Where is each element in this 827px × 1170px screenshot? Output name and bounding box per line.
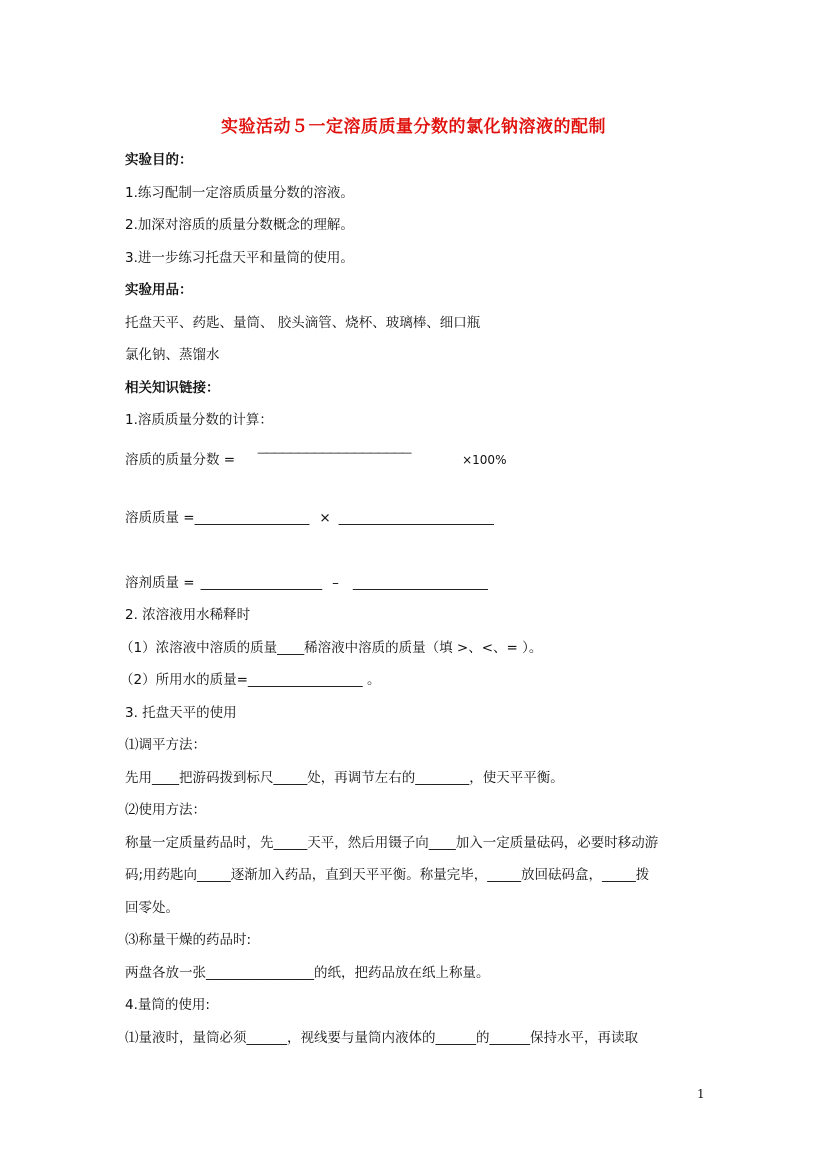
document-title: 实验活动５一定溶质质量分数的氯化钠溶液的配制: [221, 117, 606, 137]
balance-title: 3. 托盘天平的使用: [125, 705, 237, 721]
formula-2-blank-1: _________________: [194, 510, 310, 526]
balance-dry-title: ⑶称量干燥的药品时:: [125, 932, 252, 948]
purpose-heading: 实验目的：: [125, 152, 193, 168]
purpose-item-1: 1.练习配制一定溶质质量分数的溶液。: [125, 185, 354, 201]
formula-2-blank-2: _______________________: [338, 510, 494, 526]
dilution-title: 2. 浓溶液用水稀释时: [125, 607, 251, 623]
page-number: 1: [697, 1087, 705, 1101]
formula-1-fraction-line: ———————————————————: [257, 446, 410, 459]
formula-3-blank-2: ____________________: [352, 575, 488, 591]
balance-adjust-text: 先用____把游码拨到标尺_____处，再调节左右的________，使天平平衡。: [125, 770, 564, 786]
formula-3-left: 溶剂质量 =: [125, 575, 195, 591]
formula-mass-fraction: [125, 444, 506, 469]
formula-2-operator: ×: [319, 510, 331, 526]
dilution-question-1: （1）浓溶液中溶质的质量____稀溶液中溶质的质量（填 >、<、= ）。: [120, 640, 543, 656]
formula-3-operator: –: [332, 575, 339, 591]
cylinder-text: ⑴量液时，量筒必须______，视线要与量筒内液体的______的______保持水平，再读取: [125, 1030, 638, 1046]
formula-2-left: 溶质质量 =: [125, 510, 195, 526]
balance-use-line-1: 称量一定质量药品时，先_____天平，然后用镊子向____加入一定质量砝码，必要时移动游: [125, 835, 659, 851]
purpose-item-2: 2.加深对溶质的质量分数概念的理解。: [125, 217, 354, 233]
knowledge-heading: 相关知识链接：: [125, 380, 220, 396]
formula-solvent-mass: [125, 574, 488, 592]
dilution-question-2: （2）所用水的质量=_________________ 。: [120, 672, 381, 688]
balance-use-line-2: 码;用药匙向_____逐渐加入药品，直到天平平衡。称量完毕，_____放回砝码盒，_____拨: [125, 867, 650, 883]
materials-line-2: 氯化钠、蒸馏水: [125, 347, 220, 363]
formula-1-right: ×100%: [462, 453, 507, 467]
balance-use-title: ⑵使用方法：: [125, 802, 206, 818]
formula-1-left: 溶质的质量分数 =: [125, 452, 236, 468]
purpose-item-3: 3.进一步练习托盘天平和量筒的使用。: [125, 250, 354, 266]
balance-adjust-title: ⑴调平方法：: [125, 737, 206, 753]
cylinder-title: 4.量筒的使用:: [125, 997, 210, 1013]
calc-title: 1.溶质质量分数的计算：: [125, 412, 273, 428]
formula-3-blank-1: __________________: [200, 575, 323, 591]
balance-dry-text: 两盘各放一张________________的纸，把药品放在纸上称量。: [125, 965, 490, 981]
balance-use-line-3: 回零处。: [125, 900, 179, 916]
formula-solute-mass: [125, 509, 494, 527]
materials-line-1: 托盘天平、药匙、量筒、 胶头滴管、烧杯、玻璃棒、细口瓶: [125, 315, 481, 331]
materials-heading: 实验用品：: [125, 282, 193, 298]
